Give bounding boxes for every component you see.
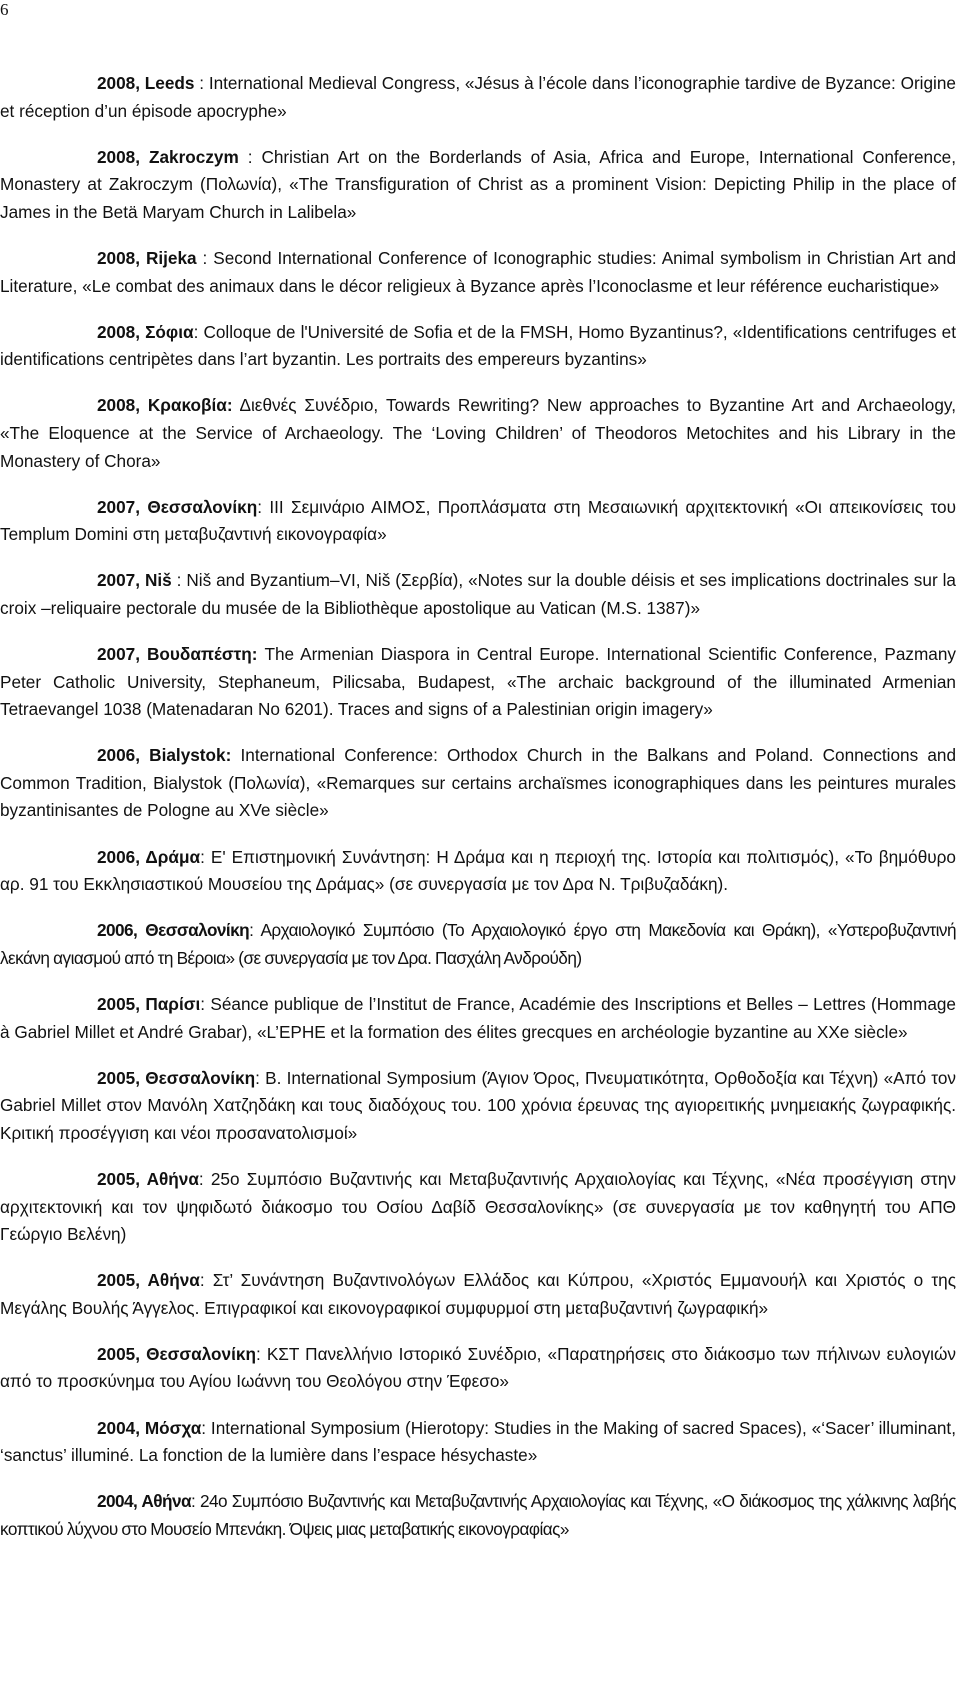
entry-description: Διεθνές Συνέδριο, Towards Rewriting? New approaches to Byzantine Art and Archaeology, «The Eloquence at the Service of Archaeology. The ‘Loving Children’ of Theodoros Metochites and his Library in the Monastery of Chora» — [0, 395, 957, 471]
entry-separator: : — [200, 993, 211, 1014]
entry-description: ΙΙΙ Σεμινάριο ΑΙΜΟΣ, Προπλάσματα στη Μεσαιωνική αρχιτεκτονική «Οι απεικονίσεις του Templum Domini στη μεταβυζαντινή εικονογραφία» — [0, 496, 956, 545]
entry-separator: : — [200, 846, 211, 867]
entry-year-place: 2007, Νiš — [97, 570, 172, 591]
entry-year-place: 2006, Θεσσαλονίκη — [97, 920, 250, 941]
entry-year-place: 2006, Bialystok: — [97, 745, 232, 766]
entry-separator: : — [257, 496, 270, 517]
entry-year-place: 2005, Θεσσαλονίκη — [97, 1067, 256, 1088]
entry-year-place: 2007, Θεσσαλονίκη — [97, 496, 258, 517]
conference-entry — [0, 1488, 956, 1543]
conference-entry — [0, 1166, 956, 1249]
conference-entry — [0, 392, 956, 475]
conference-entry — [0, 1267, 956, 1322]
entry-year-place: 2005, Αθήνα — [97, 1168, 199, 1189]
entry-description: 25ο Συμπόσιο Βυζαντινής και Μεταβυζαντινής Αρχαιολογίας και Τέχνης, «Νέα προσέγγιση στην αρχιτεκτονική και τον ψηφιδωτό διάκοσμο του Οσίου Δαβίδ Θεσσαλονίκης» (σε συνεργασία με τον καθηγητή του ΑΠΘ Γεώργιο Βελένη) — [0, 1168, 956, 1245]
entry-year-place: 2008, Zakroczym — [97, 146, 239, 167]
conference-entry — [0, 1415, 956, 1470]
entry-description: Colloque de l'Université de Sofia et de la FMSH, Homo Byzantinus?, «Identifications centrifuges et identifications centripètes dans l’art byzantin. Les portraits des empereurs byzantins» — [0, 321, 956, 370]
conference-list — [0, 70, 956, 1562]
entry-separator: : — [198, 1168, 211, 1189]
conference-entry — [0, 844, 956, 899]
entry-description: Niš and Byzantium–VI, Niš (Σερβία), «Notes sur la double déisis et ses implications doctrinales sur la croix –reliquaire pectorale du musée de la Bibliothèque apostolique au Vatican (M.S. 1387)» — [0, 570, 956, 618]
entry-separator: : — [171, 570, 187, 591]
entry-separator: : — [190, 1491, 200, 1512]
entry-description: Séance publique de l’Institut de France, Académie des Inscriptions et Belles – Lettres (Hommage à Gabriel Millet et André Grabar), «L’EPHE et la formation des élites grecques en archéologie byzantine au XXe siècle» — [0, 993, 956, 1042]
entry-separator: : — [194, 73, 209, 93]
entry-year-place: 2005, Παρίσι — [97, 993, 201, 1014]
entry-year-place: 2006, Δράμα — [97, 846, 201, 867]
conference-entry — [0, 1065, 956, 1148]
entry-description: Ε' Επιστημονική Συνάντηση: Η Δράμα και η περιοχή της. Ιστορία και πολιτισμός), «Το βημόθυρο αρ. 91 του Εκκλησιαστικού Μουσείου της Δράμας» (σε συνεργασία με τον Δρα Ν. Τριβυζαδάκη). — [0, 846, 956, 895]
entry-year-place: 2007, Βουδαπέστη: — [97, 644, 258, 664]
entry-separator: : — [238, 146, 262, 167]
entry-description: Second International Conference of Iconographic studies: Animal symbolism in Christian Art and Literature, «Le combat des animaux dans le décor religieux à Byzance après l’Iconoclasme et leur référence eucharistique» — [0, 247, 956, 296]
entry-description: Christian Art on the Borderlands of Asia, Africa and Europe, International Conference, Monastery at Zakroczym (Πολωνία), «The Transfiguration of Christ as a prominent Vision: Depicting Philip in the place of James in the Betä Maryam Church in Lalibela» — [0, 146, 957, 222]
conference-entry — [0, 319, 956, 374]
entry-year-place: 2008, Σόφια — [97, 321, 194, 342]
entry-description: Στ’ Συνάντηση Βυζαντινολόγων Ελλάδος και Κύπρου, «Χριστός Εμμανουήλ και Χριστός ο της Μεγάλης Βουλής Άγγελος. Επιγραφικοί και εικονογραφικοί συμφυρμοί στη μεταβυζαντινή ζωγραφική» — [0, 1270, 956, 1318]
entry-separator: : — [199, 1270, 213, 1291]
conference-entry — [0, 1341, 956, 1396]
entry-year-place: 2008, Leeds — [97, 73, 195, 93]
entry-description: Β. International Symposium (Άγιον Όρος, Πνευματικότητα, Ορθοδοξία και Τέχνη) «Από τον Gabriel Millet στον Μανόλη Χατζηδάκη και τους διαδόχους του. 100 χρόνια έρευνας της αγιορειτικής μνημειακής ζωγραφικής. Κριτική προσέγγιση και νέοι προσανατολισμοί» — [0, 1067, 956, 1143]
conference-entry — [0, 641, 956, 724]
entry-description: 24ο Συμπόσιο Βυζαντινής και Μεταβυζαντινής Αρχαιολογίας και Τέχνης, «Ο διάκοσμος της χάλκινης λαβής κοπτικού λύχνου στο Μουσείο Μπενάκη. Όψεις μιας μεταβατικής εικονογραφίας» — [0, 1491, 956, 1539]
entry-year-place: 2008, Rijeka — [97, 247, 197, 268]
entry-separator: : — [255, 1067, 266, 1088]
conference-entry — [0, 144, 956, 227]
conference-entry — [0, 742, 956, 825]
entry-year-place: 2004, Μόσχα — [97, 1417, 202, 1438]
page-number: 6 — [0, 0, 9, 19]
entry-description: International Conference: Orthodox Church in the Balkans and Poland. Connections and Common Tradition, Bialystok (Πολωνία), «Remarques sur certains archaïsmes iconographiques dans les peintures murales byzantinisantes de Pologne au XVe siècle» — [0, 745, 956, 821]
entry-year-place: 2005, Αθήνα — [97, 1270, 200, 1291]
entry-description: ΚΣΤ Πανελλήνιο Ιστορικό Συνέδριο, «Παρατηρήσεις στο διάκοσμο των πήλινων ευλογιών από το προσκύνημα του Αγίου Ιωάννη του Θεολόγου στην Έφεσο» — [0, 1343, 956, 1392]
conference-entry — [0, 991, 956, 1046]
conference-entry — [0, 917, 956, 972]
conference-entry — [0, 70, 956, 125]
entry-separator: : — [193, 321, 204, 342]
entry-separator: : — [196, 247, 214, 268]
entry-year-place: 2008, Κρακοβία: — [97, 395, 233, 416]
entry-description: International Medieval Congress, «Jésus à l’école dans l’iconographie tardive de Byzance: Origine et réception d’un épisode apocryphe» — [0, 73, 956, 121]
entry-separator: : — [201, 1417, 211, 1438]
conference-entry — [0, 494, 956, 549]
entry-separator: : — [255, 1343, 267, 1364]
entry-description: International Symposium (Hierotopy: Studies in the Making of sacred Spaces), «‘Sacer’ illuminant, ‘sanctus’ illuminé. La fonction de la lumière dans l’espace hésychaste» — [0, 1417, 956, 1466]
entry-description: Αρχαιολογικό Συμπόσιο (Το Αρχαιολογικό έργο στη Μακεδονία και Θράκη), «Υστεροβυζαντινή λεκάνη αγιασμού από τη Βέροια» (σε συνεργασία με τον Δρα. Πασχάλη Ανδρούδη) — [0, 920, 956, 968]
conference-entry — [0, 245, 956, 300]
entry-separator: : — [249, 920, 261, 941]
conference-entry — [0, 567, 956, 622]
entry-year-place: 2005, Θεσσαλονίκη — [97, 1343, 256, 1364]
entry-description: The Armenian Diaspora in Central Europe. International Scientific Conference, Pazmany Peter Catholic University, Stephaneum, Pilicsaba, Budapest, «The archaic background of the illuminated Armenian Tetraevangel 1038 (Matenadaran No 6201). Traces and signs of a Palestinian origin imagery» — [0, 644, 956, 720]
entry-year-place: 2004, Αθήνα — [97, 1491, 191, 1512]
